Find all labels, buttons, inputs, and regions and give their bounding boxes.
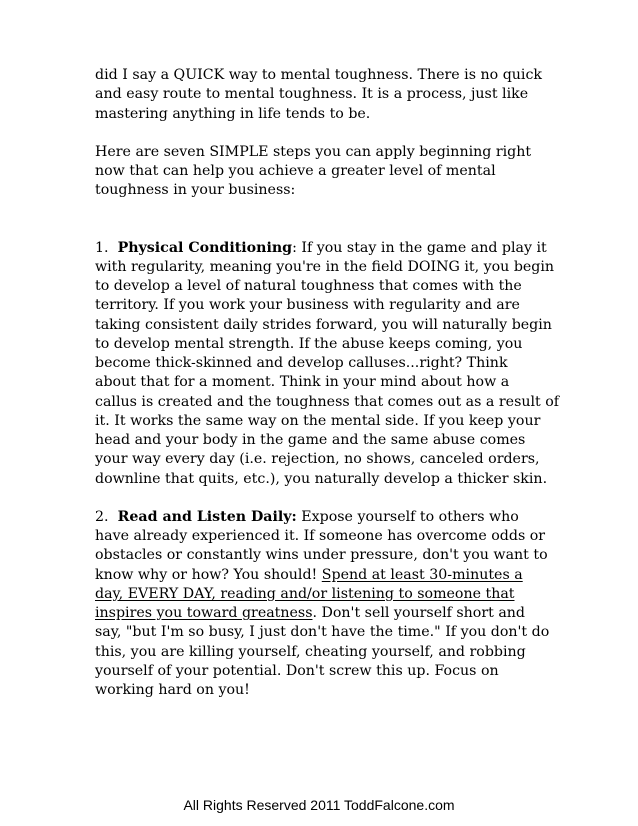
text-line: yourself of your potential. Don't screw this up. Focus on (95, 662, 499, 679)
text-line: taking consistent daily strides forward, you will naturally begin (95, 316, 552, 333)
text-line: about that for a moment. Think in your mind about how a (95, 374, 510, 391)
text-line: working hard on you! (95, 682, 250, 698)
text-line: say, "but I'm so busy, I just don't have the time." If you don't do (95, 624, 550, 641)
text-line: territory. If you work your business with regularity and are (95, 297, 520, 314)
text-segment: . Don't sell yourself short and (312, 605, 526, 621)
text-line: did I say a QUICK way to mental toughness. There is no quick (95, 67, 543, 83)
step-1-paragraph (95, 239, 560, 489)
step-2-heading-line (95, 508, 555, 527)
steps-intro-paragraph (95, 143, 555, 201)
underlined-text: Spend at least 30-minutes a (321, 566, 523, 583)
step-1-number: 1. (95, 239, 109, 256)
underlined-text: day, EVERY DAY, reading and/or listening to someone that (95, 585, 515, 602)
text-line: Here are seven SIMPLE steps you can apply beginning right (95, 143, 532, 160)
text-line: your way every day (i.e. rejection, no shows, canceled orders, (95, 451, 540, 468)
step-1-heading-line (95, 239, 555, 258)
text-line (95, 604, 555, 623)
text-line: mastering anything in life tends to be. (95, 105, 371, 122)
text-line: it. It works the same way on the mental side. If you keep your (95, 412, 541, 429)
text-line: with regularity, meaning you're in the field DOING it, you begin (95, 258, 555, 275)
text-line: toughness in your business: (95, 182, 296, 199)
text-line (95, 585, 555, 604)
step-2-title: Read and Listen Daily: (117, 508, 297, 525)
text-line: to develop mental strength. If the abuse keeps coming, you (95, 335, 523, 352)
text-line: now that can help you achieve a greater level of mental (95, 163, 496, 179)
step-2-number: 2. (95, 508, 109, 525)
step-2-paragraph (95, 508, 555, 701)
text-line: downline that quits, etc.), you naturally develop a thicker skin. (95, 470, 548, 487)
intro-paragraph (95, 66, 555, 124)
text-line: head and your body in the game and the same abuse comes (95, 432, 526, 448)
text-line: obstacles or constantly wins under pressure, don't you want to (95, 547, 548, 564)
text-segment: know why or how? You should! (95, 566, 322, 583)
step-2-first-line-text: Expose yourself to others who (296, 508, 519, 525)
text-line (95, 566, 555, 585)
text-line: callus is created and the toughness that comes out as a result of (95, 393, 560, 410)
text-line: this, you are killing yourself, cheating yourself, and robbing (95, 643, 526, 660)
text-line: have already experienced it. If someone has overcome odds or (95, 528, 546, 544)
step-1-first-line-text: : If you stay in the game and play it (292, 239, 547, 256)
step-1-title: Physical Conditioning (117, 239, 293, 256)
page-footer: All Rights Reserved 2011 ToddFalcone.com (183, 797, 455, 813)
underlined-text: inspires you toward greatness (95, 605, 313, 621)
document-body (95, 66, 560, 700)
text-line: to develop a level of natural toughness that comes with the (95, 278, 522, 294)
text-line: become thick-skinned and develop calluses...right? Think (95, 355, 508, 371)
text-line: and easy route to mental toughness. It is a process, just like (95, 86, 529, 103)
